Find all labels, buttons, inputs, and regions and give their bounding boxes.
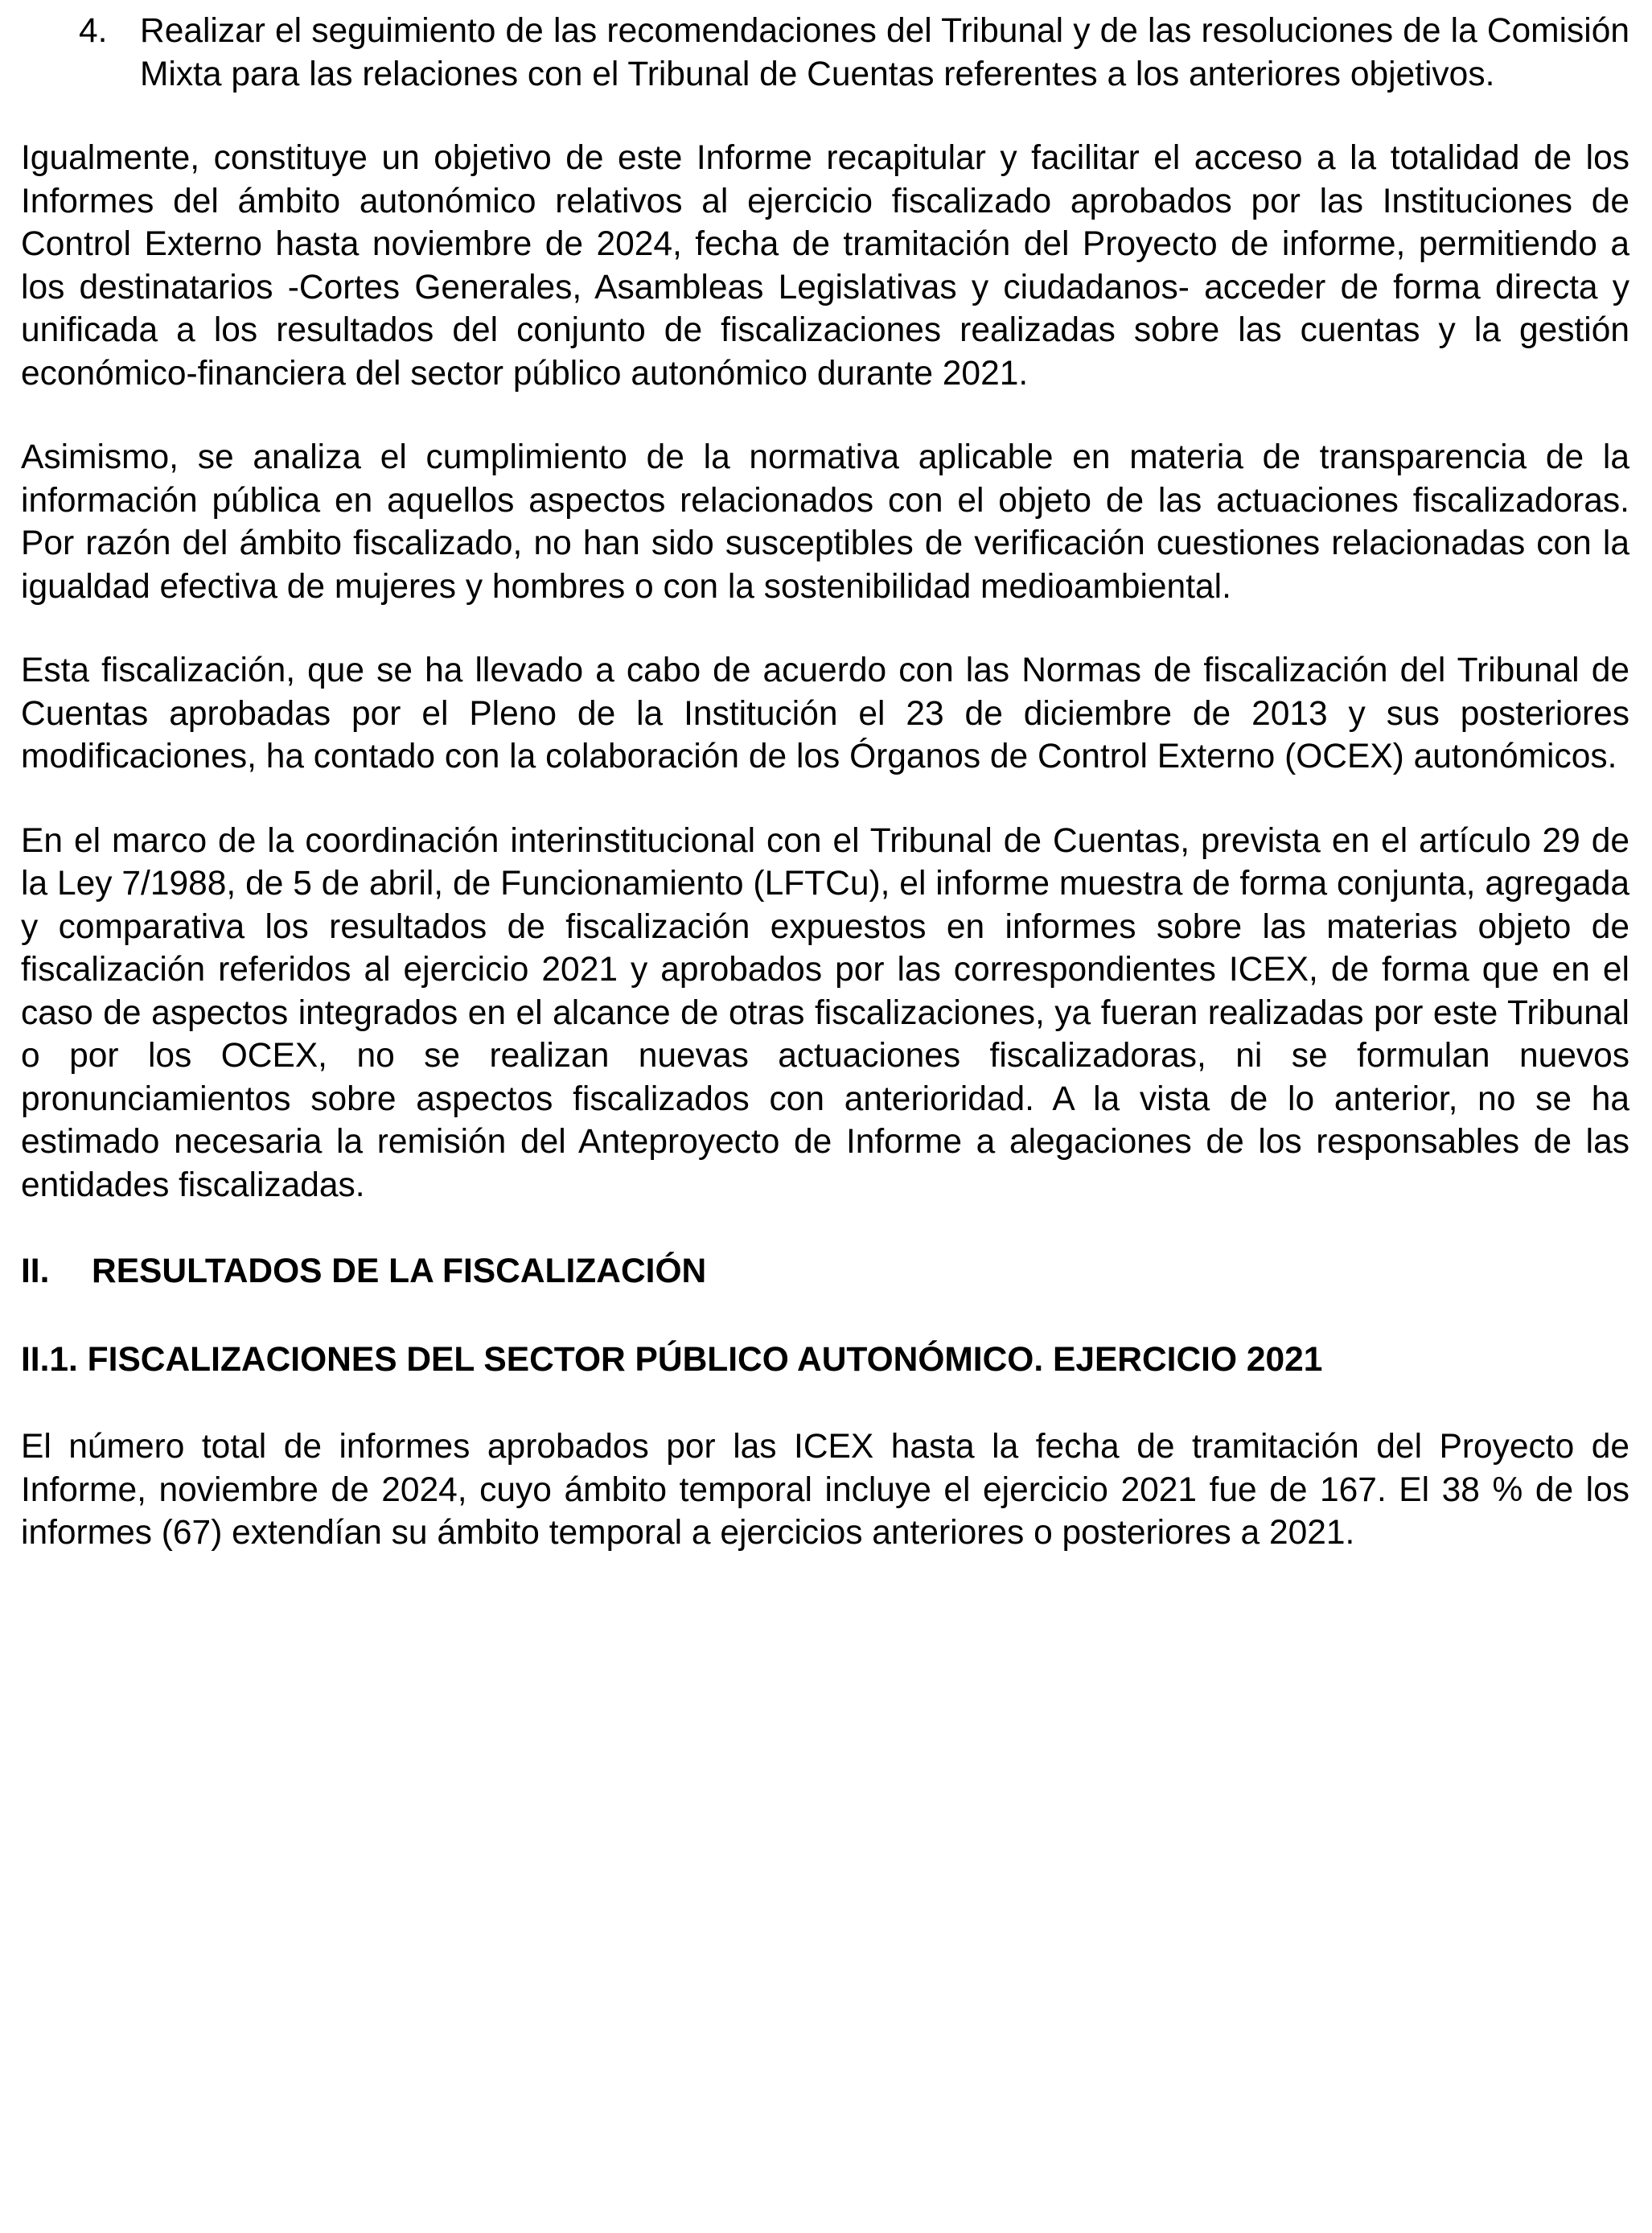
section-heading-title: RESULTADOS DE LA FISCALIZACIÓN xyxy=(92,1252,707,1290)
document-page xyxy=(21,10,1629,1555)
paragraph-transparency: Asimismo, se analiza el cumplimiento de la normativa aplicable en materia de transparencia de la información pública en aquellos aspectos relacionados con el objeto de las actuaciones fiscalizadoras. Por razón del ámbito fiscalizado, no han sido susceptibles de verificación cuestiones relacionadas con la igualdad efectiva de mujeres y hombres o con la sostenibilidad medioambiental. xyxy=(21,438,1629,606)
list-item-number: 4. xyxy=(79,12,108,50)
section-heading xyxy=(21,1250,1629,1293)
list-item-text: Realizar el seguimiento de las recomendaciones del Tribunal y de las resoluciones de la Comisión Mixta para las relaciones con el Tribunal de Cuentas referentes a los anteriores objetivos. xyxy=(140,12,1629,93)
numbered-list-item xyxy=(21,10,1629,96)
paragraph-coordination: En el marco de la coordinación interinstitucional con el Tribunal de Cuentas, prevista en el artículo 29 de la Ley 7/1988, de 5 de abril, de Funcionamiento (LFTCu), el informe muestra de forma conjunta, agregada y comparativa los resultados de fiscalización expuestos en informes sobre las materias objeto de fiscalización referidos al ejercicio 2021 y aprobados por las correspondientes ICEX, de forma que en el caso de aspectos integrados en el alcance de otras fiscalizaciones, ya fueran realizadas por este Tribunal o por los OCEX, no se realizan nuevas actuaciones fiscalizadoras, ni se formulan nuevos pronunciamientos sobre aspectos fiscalizados con anterioridad. A la vista de lo anterior, no se ha estimado necesaria la remisión del Anteproyecto de Informe a alegaciones de los responsables de las entidades fiscalizadas. xyxy=(21,821,1629,1204)
paragraph-report-count: El número total de informes aprobados por las ICEX hasta la fecha de tramitación del Proyecto de Informe, noviembre de 2024, cuyo ámbito temporal incluye el ejercicio 2021 fue de 167. El 38 % de los informes (67) extendían su ámbito temporal a ejercicios anteriores o posteriores a 2021. xyxy=(21,1428,1629,1552)
paragraph-objective: Igualmente, constituye un objetivo de este Informe recapitular y facilitar el acceso a la totalidad de los Informes del ámbito autonómico relativos al ejercicio fiscalizado aprobados por las Instituciones de Control Externo hasta noviembre de 2024, fecha de tramitación del Proyecto de informe, permitiendo a los destinatarios -Cortes Generales, Asambleas Legislativas y ciudadanos- acceder de forma directa y unificada a los resultados del conjunto de fiscalizaciones realizadas sobre las cuentas y la gestión económico-financiera del sector público autonómico durante 2021. xyxy=(21,139,1629,393)
section-heading-number: II. xyxy=(21,1252,50,1290)
subsection-heading: II.1. FISCALIZACIONES DEL SECTOR PÚBLICO AUTONÓMICO. EJERCICIO 2021 xyxy=(21,1340,1323,1379)
paragraph-norms: Esta fiscalización, que se ha llevado a cabo de acuerdo con las Normas de fiscalización del Tribunal de Cuentas aprobadas por el Pleno de la Institución el 23 de diciembre de 2013 y sus posteriores modificaciones, ha contado con la colaboración de los Órganos de Control Externo (OCEX) autonómicos. xyxy=(21,652,1629,775)
